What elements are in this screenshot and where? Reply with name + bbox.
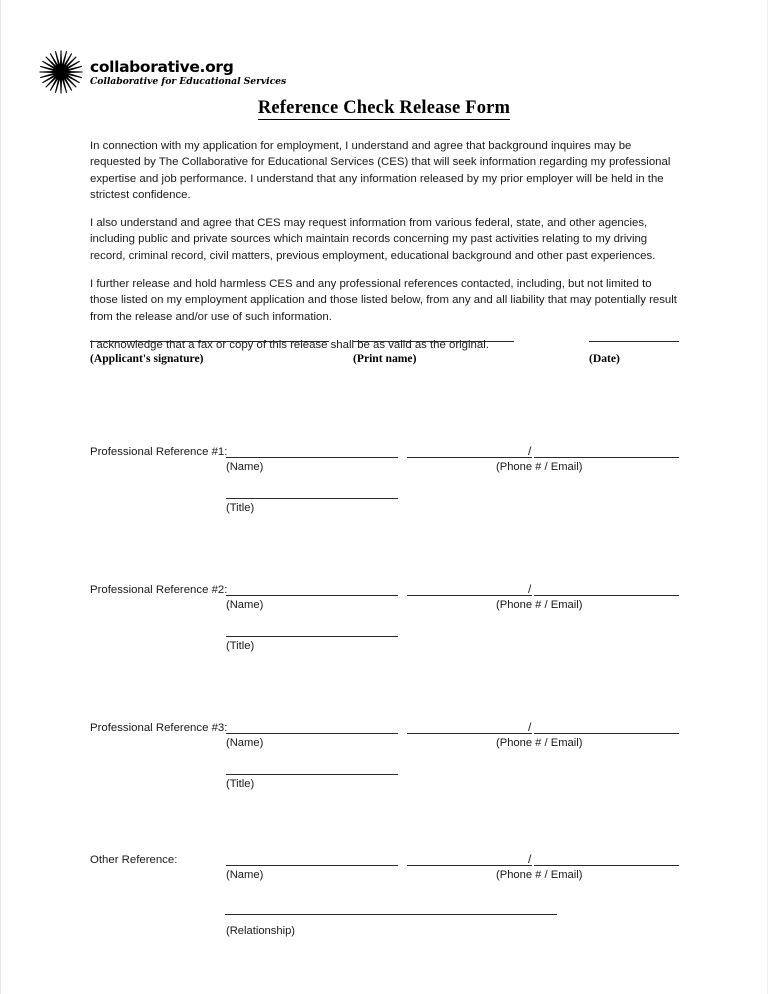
- other-reference-relationship-line[interactable]: [225, 914, 557, 915]
- reference-1-email-line[interactable]: [534, 457, 679, 458]
- reference-2-separator: /: [528, 582, 532, 596]
- reference-3-phone-line[interactable]: [407, 733, 532, 734]
- reference-3-contact-label: (Phone # / Email): [496, 737, 583, 749]
- other-reference-name-label: (Name): [226, 869, 264, 881]
- reference-3-title-label: (Title): [226, 778, 255, 790]
- brand-tagline: Collaborative for Educational Services: [90, 76, 287, 88]
- reference-2-phone-line[interactable]: [407, 595, 532, 596]
- applicant-signature-line[interactable]: [90, 341, 329, 342]
- date-label: (Date): [589, 352, 620, 365]
- other-reference-phone-line[interactable]: [407, 865, 532, 866]
- print-name-label: (Print name): [353, 352, 417, 365]
- reference-1-title-line[interactable]: [226, 498, 398, 499]
- page-title: [1, 98, 767, 119]
- brand-wordmark: [90, 58, 286, 87]
- other-reference-contact-label: (Phone # / Email): [496, 869, 583, 881]
- reference-2-heading: Professional Reference #2:: [90, 584, 228, 596]
- other-reference-name-line[interactable]: [226, 865, 398, 866]
- reference-2-title-label: (Title): [226, 640, 255, 652]
- reference-1-phone-line[interactable]: [407, 457, 532, 458]
- reference-1-name-label: (Name): [226, 461, 264, 473]
- paragraph-1: In connection with my application for employment, I understand and agree that background inquires may be requested by The Collaborative for Educational Services (CES) that will seek information regarding my professional expertise and job performance. I understand that any information released by my prior employer will be held in the strictest confidence.: [90, 140, 671, 201]
- date-line[interactable]: [589, 341, 679, 342]
- reference-1-heading: Professional Reference #1:: [90, 446, 228, 458]
- reference-1-title-label: (Title): [226, 502, 255, 514]
- intro-text: [90, 138, 680, 365]
- other-reference-relationship-label: (Relationship): [226, 925, 296, 937]
- brand-logo: [39, 50, 286, 94]
- paragraph-2: I also understand and agree that CES may request information from various federal, state, and other agencies, including public and private sources which maintain records concerning my past activities relating to my driving record, criminal record, civil matters, previous employment, educational background and other past experiences.: [90, 217, 656, 262]
- page-title-text: Reference Check Release Form: [257, 98, 511, 118]
- reference-1-contact-label: (Phone # / Email): [496, 461, 583, 473]
- brand-name: collaborative.org: [90, 57, 234, 76]
- print-name-line[interactable]: [353, 341, 514, 342]
- reference-3-separator: /: [528, 720, 532, 734]
- other-reference-separator: /: [528, 852, 532, 866]
- reference-1-name-line[interactable]: [226, 457, 398, 458]
- reference-3-email-line[interactable]: [534, 733, 679, 734]
- reference-3-heading: Professional Reference #3:: [90, 722, 228, 734]
- reference-1-separator: /: [528, 444, 532, 458]
- reference-3-name-label: (Name): [226, 737, 264, 749]
- reference-2-name-label: (Name): [226, 599, 264, 611]
- other-reference-email-line[interactable]: [534, 865, 679, 866]
- sunburst-icon: [39, 50, 83, 94]
- applicant-signature-label: (Applicant's signature): [90, 352, 204, 365]
- other-reference-heading: Other Reference:: [90, 854, 178, 866]
- paragraph-3: I further release and hold harmless CES and any professional references contacted, including, but not limited to those listed on my employment application and those listed below, from any and all liability that may potentially result from the release and/or use of such information.: [90, 278, 677, 323]
- reference-2-name-line[interactable]: [226, 595, 398, 596]
- reference-2-title-line[interactable]: [226, 636, 398, 637]
- reference-3-title-line[interactable]: [226, 774, 398, 775]
- reference-2-email-line[interactable]: [534, 595, 679, 596]
- reference-3-name-line[interactable]: [226, 733, 398, 734]
- paragraph-4: I acknowledge that a fax or copy of this release shall be as valid as the original.: [90, 338, 489, 351]
- reference-2-contact-label: (Phone # / Email): [496, 599, 583, 611]
